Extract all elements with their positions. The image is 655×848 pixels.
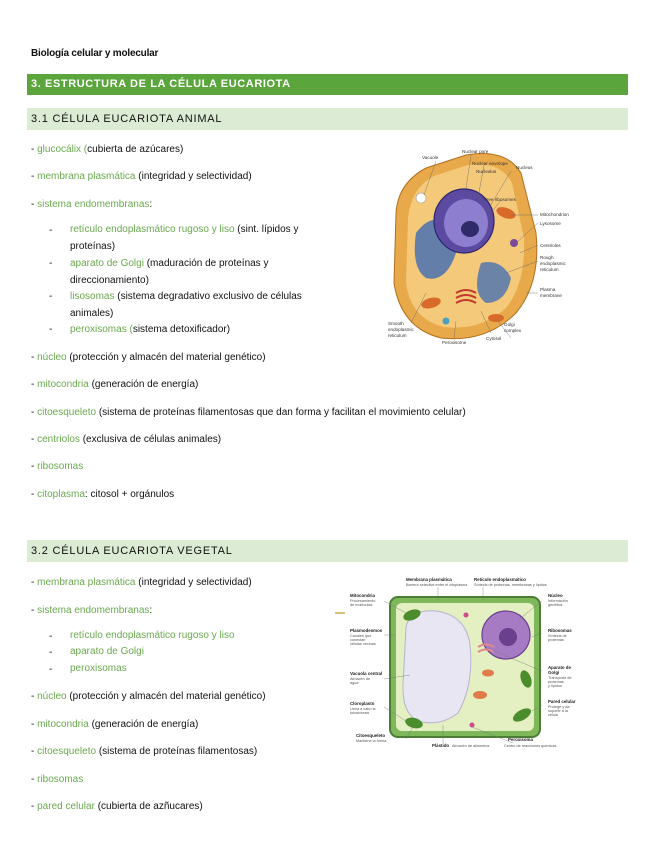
label-ribosomas-desc: proteínas — [548, 638, 564, 642]
label-pared-desc: soporte a la — [548, 709, 568, 713]
animal-item: - citoplasma: citosol + orgánulos — [31, 489, 175, 500]
label-cloroplasto-desc: fotosíntesis — [350, 711, 370, 715]
label-cloroplasto: Cloroplasto — [350, 701, 375, 706]
label-rough-er: endoplasmic — [540, 261, 566, 266]
label-smooth-er: endoplasmic — [388, 327, 414, 332]
label-citoesqueleto: Citoesqueleto — [356, 733, 386, 738]
label-reticulo: Retículo endoplasmático — [474, 577, 526, 582]
plant-sub-item: retículo endoplasmático rugoso y liso — [70, 630, 235, 641]
label-plastido: Plástido — [432, 743, 450, 748]
animal-cell-figure — [386, 143, 576, 348]
label-nucleo-desc: Información — [548, 599, 568, 603]
animal-item: - núcleo (protección y almacén del material genético) — [31, 352, 266, 363]
document-header: Biología celular y molecular — [31, 48, 159, 59]
section-title: 3. ESTRUCTURA DE LA CÉLULA EUCARIOTA — [27, 74, 628, 95]
label-golgi: Golgi — [548, 670, 560, 675]
label-mitocondria-desc: Procesamiento — [350, 599, 376, 603]
label-smooth-er: reticulum — [388, 333, 407, 338]
label-plasmodesmos: Plasmodesmos — [350, 628, 383, 633]
animal-sub-item: peroxisomas (sistema detoxificador) — [70, 324, 231, 335]
label-plastido-desc: Almacén de alimentos — [452, 744, 490, 748]
label-plasma-membrane: Plasma — [540, 287, 556, 292]
label-golgi: Golgi — [504, 322, 515, 327]
figure-marker — [335, 612, 345, 614]
animal-item: - centriolos (exclusiva de células animales) — [31, 434, 222, 445]
bullet: - — [49, 647, 53, 658]
label-membrana: Membrana plasmática — [406, 577, 452, 582]
label-plasma-membrane: membrane — [540, 293, 562, 298]
bullet: - — [49, 664, 53, 675]
label-peroxisoma: Peroxisoma — [508, 737, 533, 742]
label-centrioles: Centrioles — [540, 243, 561, 248]
label-vacuola: Vacuola central — [350, 671, 383, 676]
label-vacuola-desc: Almacén de — [350, 677, 371, 681]
label-golgi-desc: Transporte de — [548, 676, 572, 680]
label-nuclear-pore: Nuclear pore — [462, 149, 489, 154]
bullet: - — [49, 258, 53, 269]
label-vacuole: Vacuole — [422, 155, 439, 160]
label-mitochondrion: Mitochondrion — [540, 212, 569, 217]
animal-item: - mitocondria (generación de energía) — [31, 379, 199, 390]
label-plasmodesmos-desc: conectan — [350, 638, 366, 642]
plant-item: - membrana plasmática (integridad y selectividad) — [31, 577, 252, 588]
bullet: - — [49, 631, 53, 642]
label-plasmodesmos-desc: células vecinas — [350, 642, 376, 646]
label-mitocondria-desc: de moléculas — [350, 603, 373, 607]
label-pared-desc: célula — [548, 713, 558, 717]
label-rough-er: Rough — [540, 255, 554, 260]
plant-item: - núcleo (protección y almacén del material genético) — [31, 691, 266, 702]
label-nucleo-desc: genética — [548, 603, 563, 607]
animal-item: - ribosomas — [31, 461, 84, 472]
label-nucleolus: Nucleolus — [476, 169, 497, 174]
animal-cell-title: 3.1 CÉLULA EUCARIOTA ANIMAL — [27, 108, 628, 130]
label-reticulo-desc: Síntesis de proteínas, membranas y lípidos — [474, 583, 547, 587]
label-ribosomas-desc: Síntesis de — [548, 634, 567, 638]
bullet: - — [49, 225, 53, 236]
label-ribosomas: Ribosomas — [548, 628, 572, 633]
animal-item: - sistema endomembranas: — [31, 199, 153, 210]
label-vacuola-desc: agua — [350, 681, 359, 685]
bullet: - — [49, 291, 53, 302]
plant-item: - ribosomas — [31, 774, 84, 785]
label-peroxisoma-desc: Centro de reacciones químicas — [504, 744, 557, 748]
label-lysosome: Lysosome — [540, 221, 561, 226]
label-golgi: Aparato de — [548, 665, 571, 670]
label-pared: Pared celular — [548, 699, 576, 704]
label-free-ribosomes: Free ribosomes — [484, 197, 516, 202]
animal-item: - membrana plasmática (integridad y selectividad) — [31, 171, 252, 182]
plant-sub-item: aparato de Golgi — [70, 646, 144, 657]
label-plasmodesmos-desc: Canales que — [350, 634, 372, 638]
label-nucleo: Núcleo — [548, 593, 563, 598]
label-smooth-er: Smooth — [388, 321, 404, 326]
label-nuclear-envelope: Nuclear envelope — [472, 161, 508, 166]
animal-sub-item: retículo endoplasmático rugoso y liso (sint. lípidos y proteínas) — [70, 224, 299, 252]
label-golgi-desc: proteínas — [548, 680, 564, 684]
label-membrana-desc: Barrera selectiva entre el citoplasma — [406, 583, 468, 587]
plant-cell-figure — [348, 575, 580, 750]
animal-item: - citoesqueleto (sistema de proteínas filamentosas que dan forma y facilitan el movimiento celular) — [31, 407, 466, 418]
label-cytosol: Cytosol — [486, 336, 502, 341]
label-rough-er: reticulum — [540, 267, 559, 272]
label-citoesqueleto-desc: Mantiene la forma — [356, 739, 387, 743]
label-pared-desc: Protege y da — [548, 705, 570, 709]
label-mitocondria: Mitocondria — [350, 593, 375, 598]
plant-item: - citoesqueleto (sistema de proteínas filamentosas) — [31, 746, 258, 757]
plant-sub-item: peroxisomas — [70, 663, 127, 674]
animal-item: - glucocálix (cubierta de azúcares) — [31, 144, 184, 155]
animal-sub-item: aparato de Golgi (maduración de proteínas y direccionamiento) — [70, 258, 269, 286]
label-golgi-desc: y lípidos — [548, 684, 562, 688]
plant-cell-title: 3.2 CÉLULA EUCARIOTA VEGETAL — [27, 540, 628, 562]
plant-item: - sistema endomembranas: — [31, 605, 153, 616]
label-golgi: complex — [504, 328, 522, 333]
bullet: - — [49, 324, 53, 335]
label-cloroplasto-desc: Lleva a cabo la — [350, 707, 376, 711]
plant-item: - pared celular (cubierta de azñucares) — [31, 801, 203, 812]
label-peroxisome: Peroxisome — [442, 340, 467, 345]
animal-sub-item: lisosomas (sistema degradativo exclusivo de células animales) — [70, 291, 302, 319]
label-nucleus: Nucleus — [516, 165, 533, 170]
plant-item: - mitocondria (generación de energía) — [31, 719, 199, 730]
